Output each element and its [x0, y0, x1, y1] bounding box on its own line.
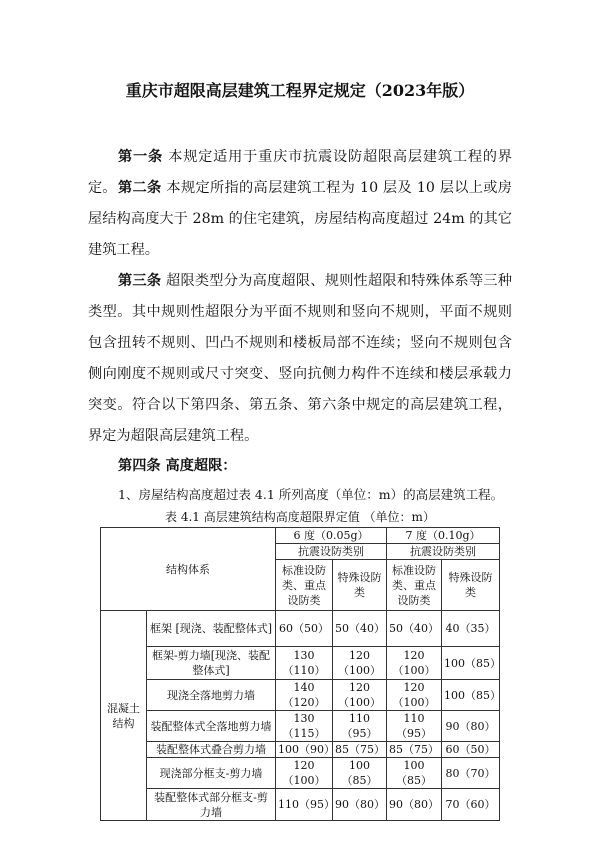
- height-value: 50（40）: [387, 611, 442, 647]
- height-value: 130（115）: [276, 711, 333, 742]
- height-value: 140（120）: [276, 680, 333, 711]
- height-value: 100（85）: [387, 758, 442, 789]
- table-row: [101, 758, 500, 789]
- article-4-heading: [118, 455, 236, 475]
- table-row: [101, 680, 500, 711]
- height-value: 120（100）: [276, 758, 333, 789]
- height-value: 85（75）: [333, 742, 387, 758]
- height-value: 100（90）: [276, 742, 333, 758]
- height-value: 100（85）: [333, 758, 387, 789]
- height-value: 60（50）: [442, 742, 500, 758]
- table-row: [101, 742, 500, 758]
- header-standard: 标准设防类、重点设防类: [276, 560, 333, 611]
- document-title: 重庆市超限高层建筑工程界定规定（2023年版）: [125, 81, 475, 100]
- height-value: 80（70）: [442, 758, 500, 789]
- height-value: 110（95）: [333, 711, 387, 742]
- height-value: 130（110）: [276, 647, 333, 680]
- height-value: 110（95）: [387, 711, 442, 742]
- system-name: 现浇全落地剪力墙: [147, 680, 276, 711]
- height-value: 110（95）: [276, 789, 333, 821]
- system-name: 现浇部分框支-剪力墙: [147, 758, 276, 789]
- height-value: 60（50）: [276, 611, 333, 647]
- header-category: 抗震设防类别: [387, 544, 500, 560]
- article-text: 本规定所指的高层建筑工程为 10 层及 10 层以上或房屋结构高度大于 28m 的住宅建筑，房屋结构高度超过 24m 的其它建筑工程。: [88, 180, 512, 258]
- table-row: [101, 647, 500, 680]
- header-system: 结构体系: [101, 528, 276, 611]
- article-2: [88, 173, 512, 266]
- height-value: 100（85）: [442, 680, 500, 711]
- header-special: 特殊设防类: [333, 560, 387, 611]
- table-caption: 表 4.1 高层建筑结构高度超限界定值 （单位：m）: [165, 510, 435, 524]
- table-row: [101, 711, 500, 742]
- height-value: 70（60）: [442, 789, 500, 821]
- group-label: 混凝土结构: [101, 611, 147, 821]
- height-value: 90（80）: [387, 789, 442, 821]
- system-name: 装配整体式全落地剪力墙: [147, 711, 276, 742]
- header-degree6: 6 度（0.05g）: [276, 528, 387, 544]
- header-degree7: 7 度（0.10g）: [387, 528, 500, 544]
- height-value: 120（100）: [333, 647, 387, 680]
- header-standard: 标准设防类、重点设防类: [387, 560, 442, 611]
- system-name: 框架-剪力墙[现浇、装配整体式]: [147, 647, 276, 680]
- table-row: [101, 611, 500, 647]
- height-value: 50（40）: [333, 611, 387, 647]
- article-text: 超限类型分为高度超限、规则性超限和特殊体系等三种类型。其中规则性超限分为平面不规则和竖向不规则，平面不规则包含扭转不规则、凹凸不规则和楼板局部不连续；竖向不规则包含侧向刚度不规则或尺寸突变、竖向抗侧力构件不连续和楼层承载力突变。符合以下第四条、第五条、第六条中规定的高层建筑工程，界定为超限高层建筑工程。: [88, 273, 512, 444]
- header-category: 抗震设防类别: [276, 544, 387, 560]
- system-name: 装配整体式叠合剪力墙: [147, 742, 276, 758]
- height-value: 90（80）: [333, 789, 387, 821]
- system-name: 框架 [现浇、装配整体式]: [147, 611, 276, 647]
- article-label: 第三条: [118, 273, 162, 289]
- header-special: 特殊设防类: [442, 560, 500, 611]
- article-label: 第一条: [118, 149, 163, 165]
- height-value: 90（80）: [442, 711, 500, 742]
- height-value: 100（85）: [442, 647, 500, 680]
- article-3: [88, 266, 512, 452]
- article-4-item-1: 1、房屋结构高度超过表 4.1 所列高度（单位：m）的高层建筑工程。: [118, 487, 504, 502]
- article-label: 第四条: [118, 458, 161, 474]
- height-value: 85（75）: [387, 742, 442, 758]
- article-text: 本规定适用于重庆市抗震设防超限高层建筑工程的界定。: [88, 149, 512, 196]
- height-limit-table: [100, 527, 500, 821]
- height-value: 40（35）: [442, 611, 500, 647]
- article-label: 第二条: [118, 180, 162, 196]
- height-value: 120（100）: [333, 680, 387, 711]
- height-value: 120（100）: [387, 680, 442, 711]
- article-title: 高度超限：: [165, 458, 237, 474]
- height-value: 120（100）: [387, 647, 442, 680]
- table-row: [101, 789, 500, 821]
- system-name: 装配整体式部分框支-剪力墙: [147, 789, 276, 821]
